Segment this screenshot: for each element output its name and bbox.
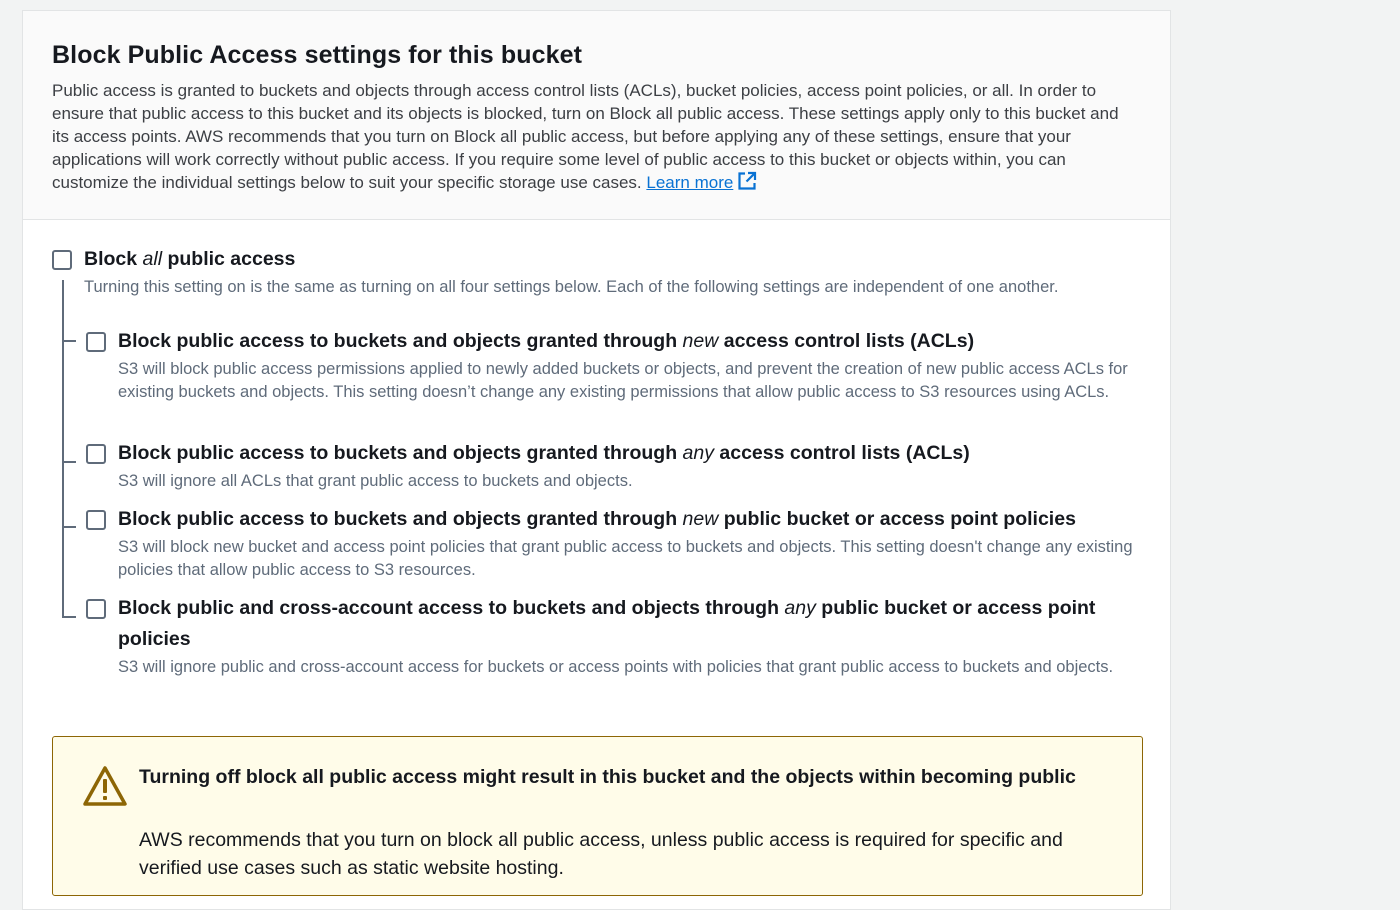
- block-new-acls-label-em: new: [682, 330, 719, 352]
- warning-alert: [52, 736, 1143, 896]
- block-new-policies-label-em: new: [682, 508, 719, 530]
- block-new-acls-checkbox[interactable]: [86, 332, 106, 352]
- block-any-acls-label-post: access control lists (ACLs): [713, 442, 970, 464]
- block-any-acls-label-pre: Block public access to buckets and objects granted through: [118, 442, 683, 464]
- block-new-policies-label-post: public bucket or access point policies: [718, 508, 1076, 530]
- block-any-acls-checkbox[interactable]: [86, 444, 106, 464]
- learn-more-label[interactable]: Learn more: [646, 173, 734, 192]
- block-any-policies-description: S3 will ignore public and cross-account access for buckets or access points with policies that grant public access to buckets and objects.: [118, 658, 1114, 676]
- block-new-acls-label[interactable]: [118, 326, 974, 357]
- block-new-policies-label-pre: Block public access to buckets and objects granted through: [118, 508, 683, 530]
- panel-title: Block Public Access settings for this bucket: [52, 41, 583, 69]
- block-any-policies-label-em: any: [784, 597, 816, 619]
- warning-title: Turning off block all public access might result in this bucket and the objects within becoming public: [139, 766, 1076, 788]
- panel-description-text: Public access is granted to buckets and objects through access control lists (ACLs), bucket policies, access point policies, or all. In order to ensure that public access to this bucket and its objects is blocked, turn on Block all public access. These settings apply only to this bucket and its access points. AWS recommends that you turn on Block all public access, but before applying any of these settings, ensure that your applications will work correctly without public access. If you require some level of public access to this bucket or objects within, you can customize the individual settings below to suit your specific storage use cases.: [52, 81, 1119, 192]
- tree-branch-1: [62, 340, 76, 342]
- block-new-acls-label-pre: Block public access to buckets and objects granted through: [118, 330, 683, 352]
- block-new-acls-label-post: access control lists (ACLs): [718, 330, 975, 352]
- warning-icon: [82, 765, 128, 807]
- block-all-description: Turning this setting on is the same as turning on all four settings below. Each of the following settings are independent of one another.: [84, 278, 1059, 296]
- tree-branch-4: [62, 616, 76, 618]
- block-all-label-em: all: [142, 248, 163, 270]
- external-link-icon[interactable]: [737, 171, 757, 191]
- block-new-acls-description: S3 will block public access permissions applied to newly added buckets or objects, and prevent the creation of new public access ACLs for existing buckets and objects. This setting doesn’t change any existing permissions that allow public access to S3 resources using ACLs.: [118, 360, 1128, 401]
- panel-description: [52, 79, 1140, 194]
- block-new-policies-checkbox[interactable]: [86, 510, 106, 530]
- block-any-policies-checkbox[interactable]: [86, 599, 106, 619]
- block-new-policies-label[interactable]: [118, 504, 1076, 535]
- warning-text: AWS recommends that you turn on block all public access, unless public access is required for specific and verified use cases such as static website hosting.: [139, 829, 1063, 879]
- panel-header: [23, 11, 1170, 220]
- block-all-checkbox[interactable]: [52, 250, 72, 270]
- block-any-acls-label[interactable]: [118, 438, 970, 469]
- block-new-policies-description: S3 will block new bucket and access point policies that grant public access to buckets and objects. This setting doesn't change any existing policies that allow public access to S3 resources.: [118, 538, 1133, 579]
- block-all-label[interactable]: [84, 244, 295, 275]
- block-all-label-post: public access: [162, 248, 296, 270]
- tree-branch-2: [62, 461, 76, 463]
- block-all-label-pre: Block: [84, 248, 143, 270]
- tree-connector: [62, 280, 64, 618]
- learn-more-link[interactable]: [646, 173, 757, 192]
- block-any-policies-label-post: public bucket or access point policies: [118, 597, 1096, 650]
- tree-branch-3: [62, 526, 76, 528]
- block-any-policies-label-pre: Block public and cross-account access to buckets and objects through: [118, 597, 785, 619]
- block-any-acls-description: S3 will ignore all ACLs that grant public access to buckets and objects.: [118, 472, 633, 490]
- block-any-policies-label[interactable]: [118, 593, 1118, 655]
- block-public-access-panel: [22, 10, 1171, 910]
- block-any-acls-label-em: any: [682, 442, 714, 464]
